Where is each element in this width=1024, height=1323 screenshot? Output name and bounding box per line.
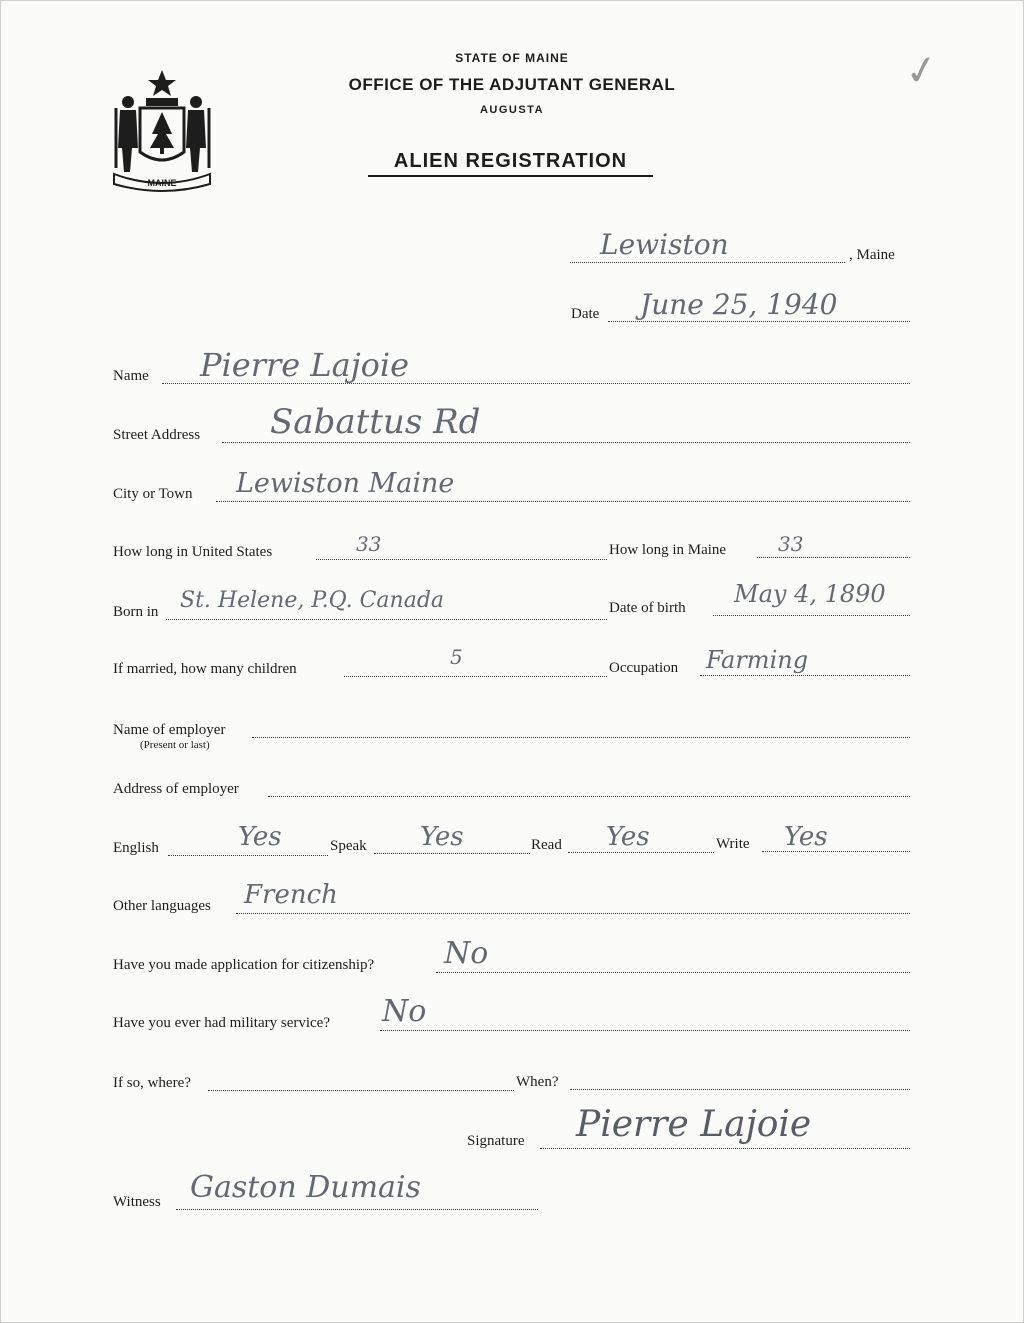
write-label: Write [716, 836, 750, 852]
form-title: ALIEN REGISTRATION [368, 150, 653, 177]
street-value: Sabattus Rd [270, 402, 481, 442]
military-value: No [382, 994, 427, 1029]
dob-value: May 4, 1890 [734, 580, 886, 608]
children-label: If married, how many children [113, 661, 297, 677]
date-label: Date [571, 306, 600, 322]
where-label: If so, where? [113, 1075, 191, 1091]
citizenship-line [436, 972, 910, 973]
read-value: Yes [606, 822, 650, 852]
speak-label: Speak [330, 838, 367, 854]
when-label: When? [516, 1074, 559, 1090]
check-mark-icon: ✓ [901, 45, 943, 97]
employer-address-label: Address of employer [113, 781, 239, 797]
long-us-line [316, 559, 607, 560]
born-in-label: Born in [113, 604, 159, 620]
city-value: Lewiston Maine [236, 468, 455, 499]
long-maine-value: 33 [778, 532, 804, 556]
dob-line [713, 615, 910, 616]
maine-label: , Maine [849, 247, 895, 263]
occupation-value: Farming [706, 646, 809, 674]
employer-line [252, 737, 910, 738]
other-languages-label: Other languages [113, 898, 211, 914]
english-value: Yes [238, 822, 282, 852]
speak-value: Yes [420, 822, 464, 852]
dob-label: Date of birth [609, 600, 686, 616]
long-maine-line [757, 557, 910, 558]
military-line [380, 1030, 910, 1031]
english-line [168, 855, 328, 856]
street-line [222, 442, 910, 443]
office-heading: OFFICE OF THE ADJUTANT GENERAL [348, 75, 676, 94]
children-value: 5 [450, 645, 463, 669]
citizenship-value: No [444, 936, 489, 971]
date-line [608, 321, 910, 322]
born-in-value: St. Helene, P.Q. Canada [180, 588, 445, 613]
town-line [570, 262, 845, 263]
long-maine-label: How long in Maine [609, 542, 727, 558]
employer-note: (Present or last) [140, 739, 210, 751]
witness-value: Gaston Dumais [190, 1170, 421, 1205]
english-label: English [113, 840, 159, 856]
where-line [208, 1090, 514, 1091]
town-value: Lewiston [600, 228, 729, 261]
witness-label: Witness [113, 1194, 161, 1210]
other-languages-line [236, 913, 910, 914]
employer-label: Name of employer [113, 722, 226, 738]
occupation-line [700, 675, 910, 676]
svg-text:MAINE: MAINE [147, 178, 177, 188]
city-heading: AUGUSTA [479, 104, 545, 116]
long-us-label: How long in United States [113, 544, 273, 560]
citizenship-label: Have you made application for citizenship? [113, 957, 375, 973]
speak-line [374, 853, 530, 854]
when-line [570, 1089, 910, 1090]
children-line [344, 676, 607, 677]
witness-line [176, 1209, 538, 1210]
city-label: City or Town [113, 486, 193, 502]
occupation-label: Occupation [609, 660, 679, 676]
military-label: Have you ever had military service? [113, 1015, 330, 1031]
write-value: Yes [784, 822, 828, 852]
date-value: June 25, 1940 [640, 288, 838, 321]
street-label: Street Address [113, 427, 201, 443]
signature-value: Pierre Lajoie [576, 1104, 812, 1145]
state-heading: STATE OF MAINE [455, 51, 569, 65]
signature-label: Signature [467, 1133, 525, 1149]
read-label: Read [531, 837, 562, 853]
read-line [568, 852, 714, 853]
name-value: Pierre Lajoie [200, 346, 410, 384]
name-label: Name [113, 368, 149, 384]
signature-line [540, 1148, 910, 1149]
long-us-value: 33 [356, 532, 382, 556]
other-languages-value: French [244, 880, 338, 910]
born-in-line [166, 619, 607, 620]
employer-address-line [268, 796, 910, 797]
city-line [216, 501, 910, 502]
